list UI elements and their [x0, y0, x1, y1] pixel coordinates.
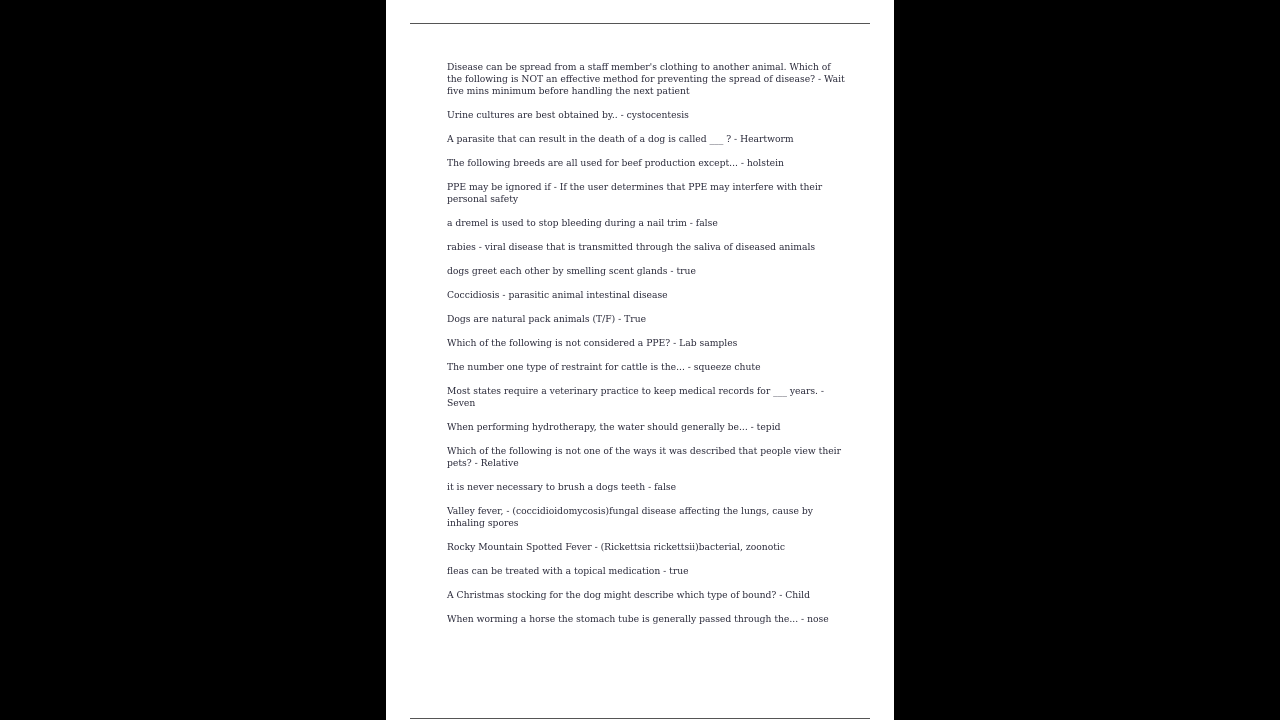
- qa-item: The number one type of restraint for cattle is the... - squeeze chute: [447, 362, 761, 373]
- qa-item: Valley fever, - (coccidioidomycosis)fungal disease affecting the lungs, cause by inhaling spores: [447, 506, 813, 529]
- qa-item: Dogs are natural pack animals (T/F) - True: [447, 314, 647, 325]
- page-top-rule: [410, 23, 870, 24]
- qa-item: fleas can be treated with a topical medication - true: [447, 566, 689, 577]
- qa-item: The following breeds are all used for beef production except... - holstein: [447, 158, 784, 169]
- qa-item: Rocky Mountain Spotted Fever - (Rickettsia rickettsii)bacterial, zoonotic: [447, 542, 786, 553]
- qa-item: A parasite that can result in the death of a dog is called ___ ? - Heartworm: [447, 134, 794, 145]
- qa-item: it is never necessary to brush a dogs teeth - false: [447, 482, 677, 493]
- qa-item: Which of the following is not one of the ways it was described that people view their pets? - Relative: [447, 446, 841, 469]
- qa-item: Urine cultures are best obtained by.. - cystocentesis: [447, 110, 689, 121]
- page-bottom-rule: [410, 718, 870, 719]
- qa-item: Disease can be spread from a staff member's clothing to another animal. Which of the following is NOT an effective method for preventing the spread of disease? - Wait five mins minimum before handling the next patient: [447, 62, 845, 97]
- qa-item: dogs greet each other by smelling scent glands - true: [447, 266, 696, 277]
- qa-item: PPE may be ignored if - If the user determines that PPE may interfere with their personal safety: [447, 182, 823, 205]
- qa-item: Coccidiosis - parasitic animal intestinal disease: [447, 290, 668, 301]
- qa-item: rabies - viral disease that is transmitted through the saliva of diseased animals: [447, 242, 816, 253]
- qa-item: A Christmas stocking for the dog might describe which type of bound? - Child: [447, 590, 810, 601]
- qa-item: Most states require a veterinary practice to keep medical records for ___ years. - Seven: [447, 386, 824, 409]
- qa-list: [447, 62, 847, 638]
- qa-item: a dremel is used to stop bleeding during a nail trim - false: [447, 218, 718, 229]
- qa-item: When performing hydrotherapy, the water should generally be... - tepid: [447, 422, 781, 433]
- document-page: [386, 0, 894, 720]
- qa-item: When worming a horse the stomach tube is generally passed through the... - nose: [447, 614, 829, 625]
- qa-item: Which of the following is not considered a PPE? - Lab samples: [447, 338, 738, 349]
